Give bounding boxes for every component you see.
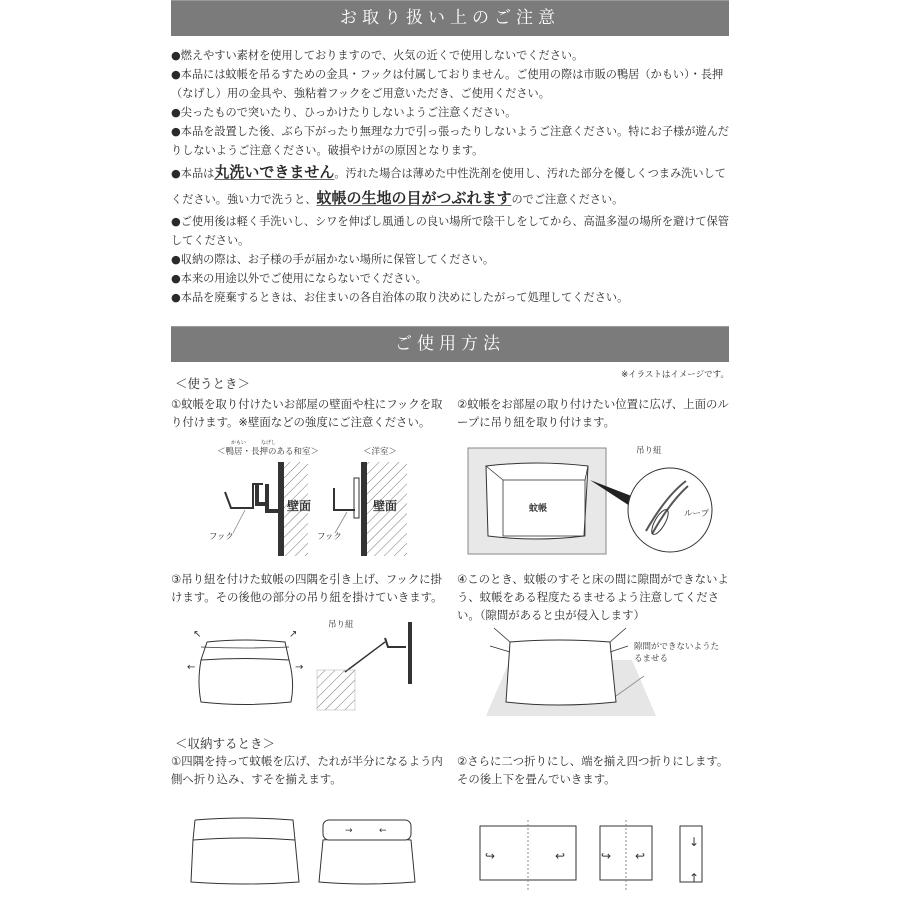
wall bbox=[361, 462, 367, 556]
step-1: ①蚊帳を取り付けたいお部屋の壁面や柱にフックを取り付けます。※壁面などの強度にご注意ください。 bbox=[171, 397, 443, 429]
arrow-icon: ← bbox=[187, 662, 196, 673]
net-body bbox=[191, 838, 299, 884]
arrow-left-icon: ↩ bbox=[555, 849, 566, 863]
usage-banner bbox=[171, 326, 729, 362]
arrow-up-icon: ↑ bbox=[689, 871, 700, 885]
caution-item: ●ご使用後は軽く手洗いし、シワを伸ばし風通しの良い場所で陰干しをしてから、高温多湿の場所を避けて保管してください。 bbox=[171, 215, 729, 247]
hook-plate bbox=[354, 478, 359, 518]
hook-figure bbox=[195, 438, 435, 556]
illustration-note: ※イラストはイメージです。 bbox=[621, 370, 729, 380]
folded-top bbox=[323, 820, 411, 840]
arrow-down-icon: ↓ bbox=[689, 835, 700, 849]
caution-item: ●本品を廃棄するときは、お住まいの各自治体の取り決めにしたがって処理してください。 bbox=[171, 291, 629, 304]
net-body bbox=[506, 640, 616, 705]
spread-net-figure bbox=[466, 436, 730, 556]
arrow-right-icon: ↪ bbox=[601, 849, 612, 863]
arrow-right-icon: → bbox=[345, 826, 353, 836]
store-step-2: ②さらに二つ折りにし、端を揃え四つ折りにします。その後上下を畳んでいきます。 bbox=[457, 754, 729, 786]
net-top bbox=[193, 818, 295, 840]
step-2: ②蚊帳をお部屋の取り付けたい位置に広げ、上面のループに吊り紐を取り付けます。 bbox=[457, 397, 729, 429]
caution-item: ●本品には蚊帳を吊るすための金具・フックは付属しておりません。ご使用の際は市販の鴨居（かもい）・長押（なげし）用の金具や、強粘着フックをご用意いただき、ご使用ください。 bbox=[171, 68, 724, 100]
leader-line bbox=[233, 510, 245, 533]
arrow-icon: → bbox=[295, 662, 304, 673]
arrow-icon: ↗ bbox=[289, 629, 298, 640]
leader-line bbox=[335, 512, 347, 533]
washitsu-label: ＜鴨居・長押のある和室＞ bbox=[217, 447, 320, 457]
step-4: ④このとき、蚊帳のすそと床の間に隙間ができないよう、蚊帳をある程度たるませるよう注意してください。（隙間があると虫が侵入します） bbox=[457, 572, 729, 622]
hook-label: フック bbox=[209, 532, 234, 542]
cord-label: 吊り紐 bbox=[636, 446, 662, 456]
arrow-left-icon: ↩ bbox=[635, 849, 646, 863]
ruby-kamoi: かもい bbox=[231, 440, 247, 446]
hook-shape bbox=[385, 638, 406, 647]
net-body bbox=[319, 838, 415, 884]
ruby-nageshi: なげし bbox=[261, 440, 277, 446]
washing-pre: ●本品は bbox=[171, 167, 215, 180]
hook-shape bbox=[334, 488, 355, 510]
arrow-icon: ↖ bbox=[193, 629, 202, 640]
washing-emphasis: 丸洗いできません bbox=[214, 163, 335, 181]
caution-title: お取り扱い上のご注意 bbox=[340, 8, 560, 28]
caution-item: ●本品を設置した後、ぶら下がったり無理な力で引っ張ったりしないようご注意ください。特にお子様が遊んだりしないようご注意ください。破損やけがの原因となります。 bbox=[171, 125, 729, 157]
use-heading: ＜使うとき＞ bbox=[175, 376, 251, 391]
slack-callout: 隙間ができないようたるませる bbox=[634, 641, 726, 665]
arrow-left-icon: ← bbox=[379, 826, 387, 836]
arrow-right-icon: ↪ bbox=[485, 849, 496, 863]
wall-label: 壁面 bbox=[287, 499, 312, 513]
cord-label: 吊り紐 bbox=[328, 620, 354, 630]
net-top bbox=[201, 640, 289, 660]
caution-banner bbox=[171, 0, 729, 36]
slack-figure bbox=[468, 620, 730, 725]
hang-figure bbox=[185, 612, 445, 717]
fold-inward-figure bbox=[185, 800, 435, 890]
hook-label: フック bbox=[317, 532, 342, 542]
net-label: 蚊帳 bbox=[529, 504, 548, 514]
net-body bbox=[199, 659, 293, 705]
net-fold bbox=[201, 647, 289, 648]
step-3: ③吊り紐を付けた蚊帳の四隅を引き上げ、フックに掛けます。その後他の部分の吊り紐を掛けていきます。 bbox=[171, 572, 443, 604]
store-heading: ＜収納するとき＞ bbox=[175, 736, 276, 751]
net-mesh bbox=[317, 670, 355, 710]
store-step-1: ①四隅を持って蚊帳を広げ、たれが半分になるよう内側へ折り込み、すそを揃えます。 bbox=[171, 754, 443, 786]
caution-item: ●燃えやすい素材を使用しておりますので、火気の近くで使用しないでください。 bbox=[171, 49, 584, 62]
caution-list bbox=[171, 46, 731, 307]
loop-label: ループ bbox=[684, 509, 710, 519]
washing-post: 。汚れた場合は薄めた中性洗剤を使用し、汚れた部分を優しくつまみ洗いしてください。強い力で洗うと、 bbox=[171, 167, 726, 206]
caution-item: ●本来の用途以外でご使用にならないでください。 bbox=[171, 272, 427, 285]
cord bbox=[345, 642, 385, 672]
wall-post bbox=[278, 462, 284, 556]
youshitsu-label: ＜洋室＞ bbox=[363, 447, 398, 457]
usage-title: ご使用方法 bbox=[395, 334, 505, 354]
caution-item: ●尖ったもので突いたり、ひっかけたりしないようご注意ください。 bbox=[171, 106, 517, 119]
caution-item-washing bbox=[171, 160, 731, 212]
washing-post-2: のでご注意ください。 bbox=[511, 193, 624, 206]
wall-label: 壁面 bbox=[373, 499, 398, 513]
caution-item: ●収納の際は、お子様の手が届かない場所に保管してください。 bbox=[171, 253, 495, 266]
wall bbox=[408, 622, 412, 684]
net-outer bbox=[486, 463, 588, 539]
fold-quarter-figure bbox=[475, 820, 725, 900]
washing-emphasis-2: 蚊帳の生地の目がつぶれます bbox=[316, 189, 512, 207]
kamoi-bracket bbox=[257, 484, 278, 511]
